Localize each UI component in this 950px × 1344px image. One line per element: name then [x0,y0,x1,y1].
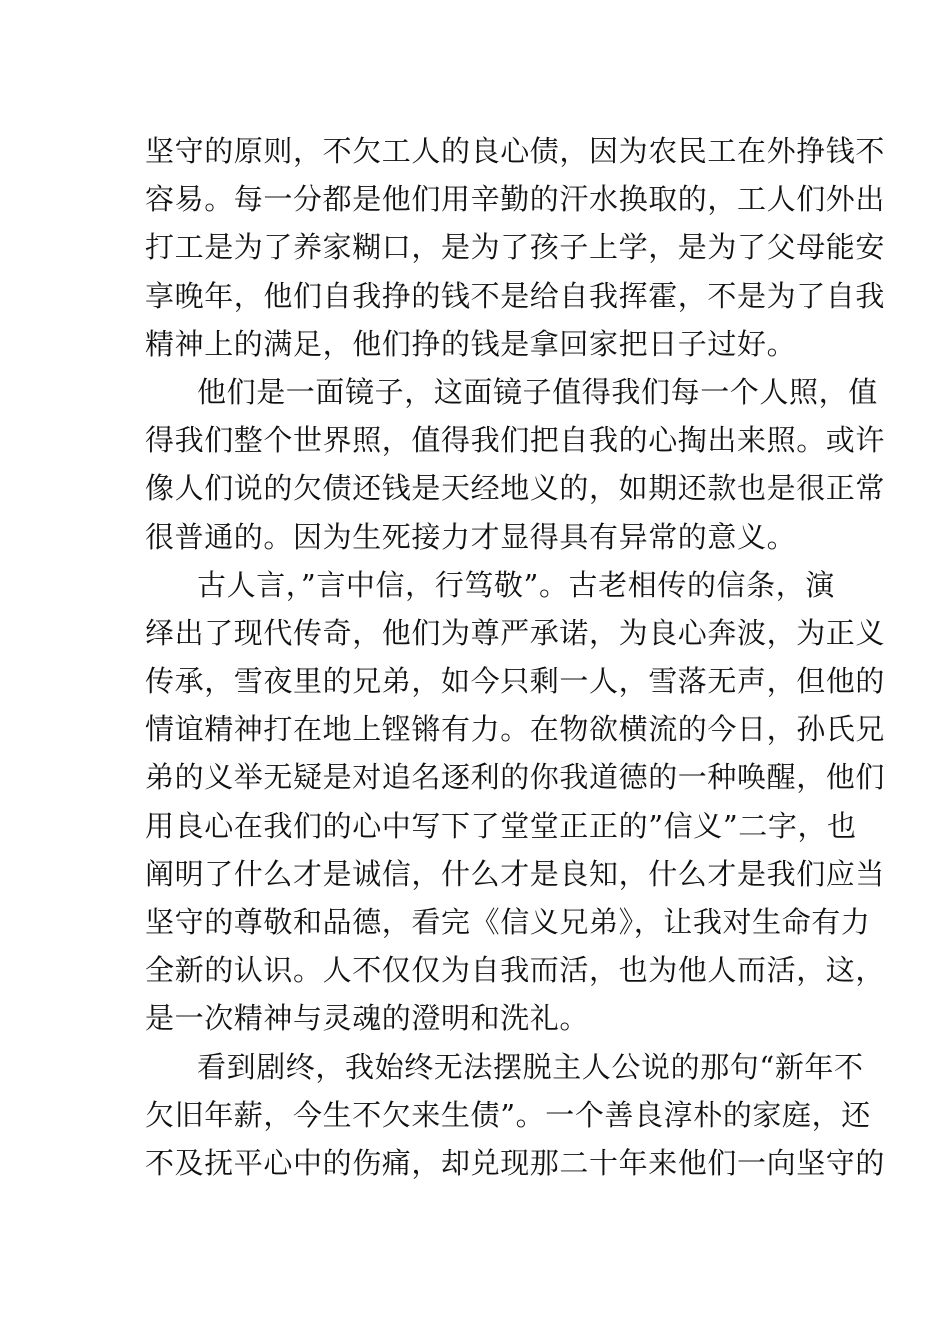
paragraph-start-line: 看到剧终，我始终无法摆脱主人公说的那句“新年不 [197,1049,864,1084]
text-line: 很普通的。因为生死接力才显得具有异常的意义。 [145,519,797,554]
text-line: 传承，雪夜里的兄弟，如今只剩一人，雪落无声，但他的 [145,664,886,699]
text-line: 得我们整个世界照，值得我们把自我的心掏出来照。或许 [145,423,886,458]
text-line: 绎出了现代传奇，他们为尊严承诺，为良心奔波，为正义 [145,615,886,650]
paragraph-start-line: 他们是一面镜子，这面镜子值得我们每一个人照，值 [197,374,878,409]
text-line: 容易。每一分都是他们用辛勤的汗水换取的，工人们外出 [145,182,886,217]
text-line: 用良心在我们的心中写下了堂堂正正的”信义”二字，也 [145,808,857,843]
text-line: 欠旧年薪，今生不欠来生债”。一个善良淳朴的家庭，还 [145,1097,871,1132]
text-line: 坚守的原则，不欠工人的良心债，因为农民工在外挣钱不 [145,134,886,168]
text-line: 打工是为了养家糊口，是为了孩子上学，是为了父母能安 [145,230,886,265]
text-line: 享晚年，他们自我挣的钱不是给自我挥霍，不是为了自我 [145,278,886,313]
text-line: 弟的义举无疑是对追名逐利的你我道德的一种唤醒，他们 [145,760,886,795]
text-line: 坚守的尊敬和品德，看完《信义兄弟》，让我对生命有力 [145,905,871,939]
text-line: 是一次精神与灵魂的澄明和洗礼。 [145,1001,590,1036]
text-line: 全新的认识。人不仅仅为自我而活，也为他人而活，这， [145,953,886,988]
text-line: 像人们说的欠债还钱是天经地义的，如期还款也是很正常 [145,471,886,506]
text-line: 情谊精神打在地上铿锵有力。在物欲横流的今日，孙氏兄 [145,712,886,747]
text-line: 精神上的满足，他们挣的钱是拿回家把日子过好。 [145,326,797,361]
body-text [145,127,886,1187]
text-line: 不及抚平心中的伤痛，却兑现那二十年来他们一向坚守的 [145,1145,886,1180]
paragraph-start-line: 古人言，”言中信，行笃敬”。古老相传的信条，演 [197,567,835,602]
text-line: 阐明了什么才是诚信，什么才是良知，什么才是我们应当 [145,856,886,891]
